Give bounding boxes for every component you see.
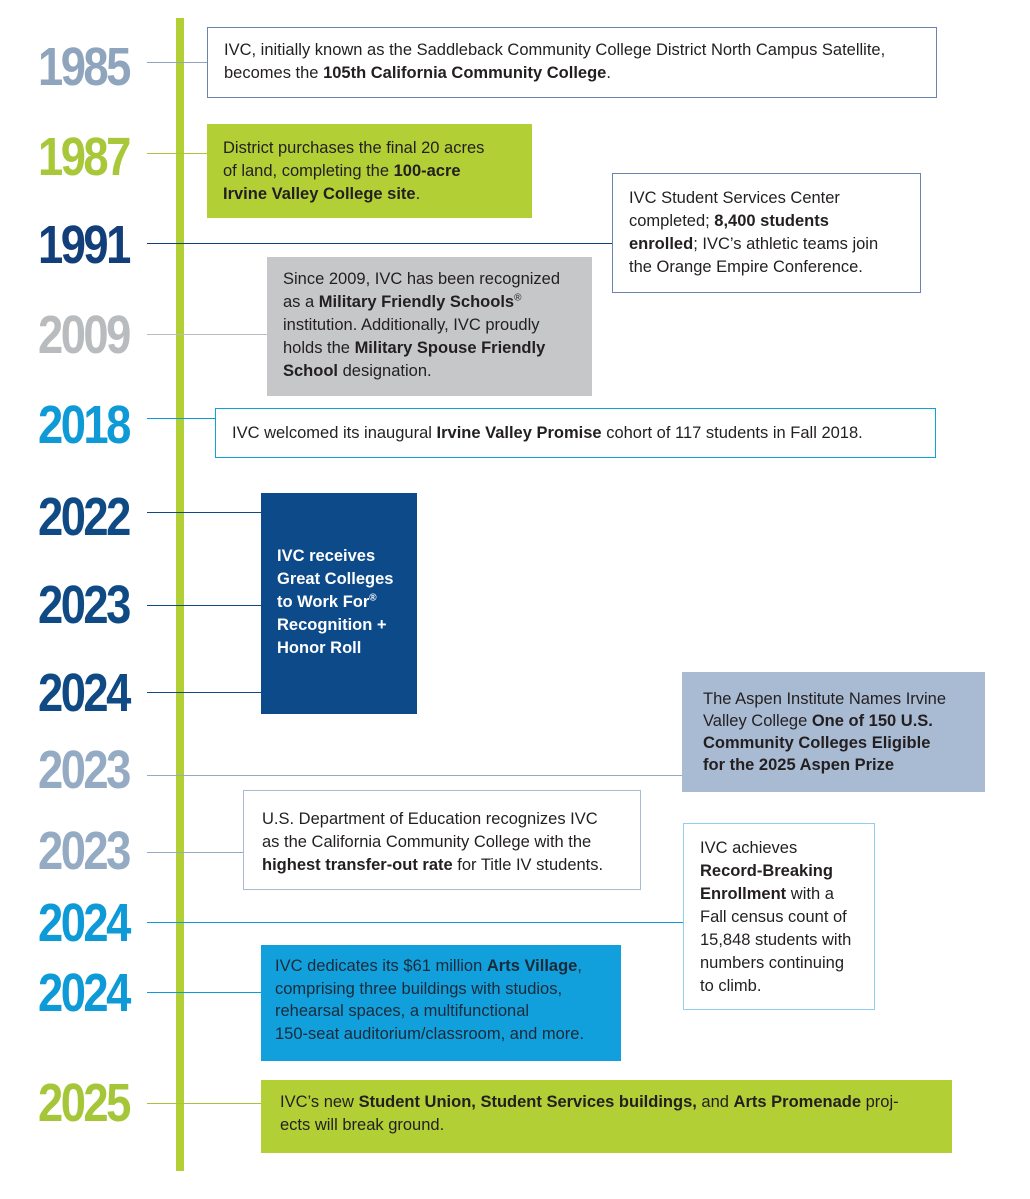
event-text: becomes the [224,64,324,82]
event-text: comprising three buildings with studios, [275,979,563,998]
year-2024-great-colleges: 2024 [38,663,129,723]
event-text: rehearsal spaces, a multifunctional [275,1002,530,1020]
event-transfer-box [243,790,641,890]
event-text: District purchases the final 20 acres [223,139,485,157]
event-text: for Title IV students. [452,856,604,874]
event-highlight: Irvine Valley Promise [436,424,602,442]
event-2009-box [267,257,592,396]
event-highlight: One of 150 U.S. [811,712,933,730]
event-text: . [415,185,421,203]
event-2025-box [261,1080,952,1153]
event-highlight: Community Colleges Eligible [703,734,931,752]
event-highlight: Enrollment [700,885,787,903]
connector-2009 [147,334,267,335]
event-line: Great Colleges [277,570,394,588]
event-text: of land, completing the [223,162,394,180]
year-2022: 2022 [38,487,129,547]
event-aspen-box [682,672,985,792]
event-highlight: for the 2025 Aspen Prize [703,756,895,774]
event-line: IVC receives [277,547,376,565]
event-highlight: 105th California Community College [323,64,607,82]
event-text: IVC dedicates its $61 million [275,957,487,975]
event-text: cohort of 117 students in Fall 2018. [601,424,863,442]
event-text: proj- [861,1093,899,1111]
event-highlight: 100-acre [393,162,461,180]
event-text: U.S. Department of Education recognizes IVC [262,810,598,828]
year-2024-arts: 2024 [38,963,129,1023]
event-text: IVC achieves [700,839,798,857]
event-text: with a [786,885,834,903]
year-2023-great-colleges: 2023 [38,575,129,635]
event-text: the Orange Empire Conference. [629,258,863,276]
event-1987-box [207,124,532,218]
event-text: ects will break ground. [280,1116,445,1134]
event-highlight: Arts Promenade [733,1093,862,1111]
connector-1991 [147,243,613,244]
event-text: Fall census count of [700,908,847,926]
connector-2024-arts [147,992,261,993]
year-2023-aspen: 2023 [38,740,129,800]
event-text: 15,848 students with [700,931,852,949]
registered-mark: ® [369,592,377,604]
year-1985: 1985 [38,37,129,97]
event-highlight: highest transfer-out rate [262,856,453,874]
event-text: IVC, initially known as the Saddleback Community College District North Campus Satellite, [224,41,886,59]
year-2009: 2009 [38,305,129,365]
connector-2018 [147,418,215,419]
event-text: completed; [629,212,715,230]
event-text: numbers continuing [700,954,845,972]
connector-2023-transfer [147,852,243,853]
year-1991: 1991 [38,215,129,275]
event-1985-box [207,27,937,98]
event-highlight: Irvine Valley College site [223,185,416,203]
connector-2025 [147,1103,261,1104]
year-2024-enrollment: 2024 [38,893,129,953]
year-2023-transfer: 2023 [38,821,129,881]
connector-2023-aspen [147,775,682,776]
event-text: , [577,957,582,975]
connector-2022 [147,512,261,513]
event-line: to Work For [277,593,370,611]
event-text: holds the [283,339,355,357]
event-text: Since 2009, IVC has been recognized [283,270,561,288]
event-text: 150-seat auditorium/classroom, and more. [275,1024,585,1043]
event-1991-box [612,173,921,293]
timeline-spine [176,18,184,1171]
event-text: IVC welcomed its inaugural [232,424,437,442]
event-arts-box [261,945,621,1061]
event-text: as a [283,293,319,311]
event-2018-box [215,408,936,458]
year-2025: 2025 [38,1073,129,1133]
event-text: The Aspen Institute Names Irvine [703,690,947,708]
connector-2023 [147,605,261,606]
event-line: Recognition + [277,616,387,634]
event-line: Honor Roll [277,639,362,657]
event-text: and [696,1093,734,1111]
event-highlight: Military Spouse Friendly [354,339,546,357]
event-highlight: Arts Village [486,957,578,975]
event-text: Valley College [703,712,812,730]
connector-1987 [147,153,207,154]
event-highlight: Student Union, Student Services buildings, [358,1093,697,1111]
event-highlight: Military Friendly Schools [318,293,515,311]
event-great-colleges-box [261,493,417,714]
event-text: as the California Community College with the [262,833,592,851]
registered-mark: ® [514,292,522,304]
year-2018: 2018 [38,395,129,455]
event-text: to climb. [700,977,762,995]
event-highlight: enrolled [629,235,694,253]
event-highlight: School [283,362,339,380]
event-text: designation. [338,362,432,380]
event-enrollment-box [683,823,875,1010]
event-highlight: 8,400 students [714,212,829,230]
connector-2024 [147,692,261,693]
event-text: institution. Additionally, IVC proudly [283,316,540,334]
year-1987: 1987 [38,127,129,187]
connector-2024-enrollment [147,922,683,923]
connector-1985 [147,62,207,63]
event-text: . [606,64,611,82]
event-highlight: Record-Breaking [700,862,833,880]
event-text: IVC Student Services Center [629,189,840,207]
event-text: IVC’s new [280,1093,359,1111]
event-text: ; IVC’s athletic teams join [693,235,879,253]
